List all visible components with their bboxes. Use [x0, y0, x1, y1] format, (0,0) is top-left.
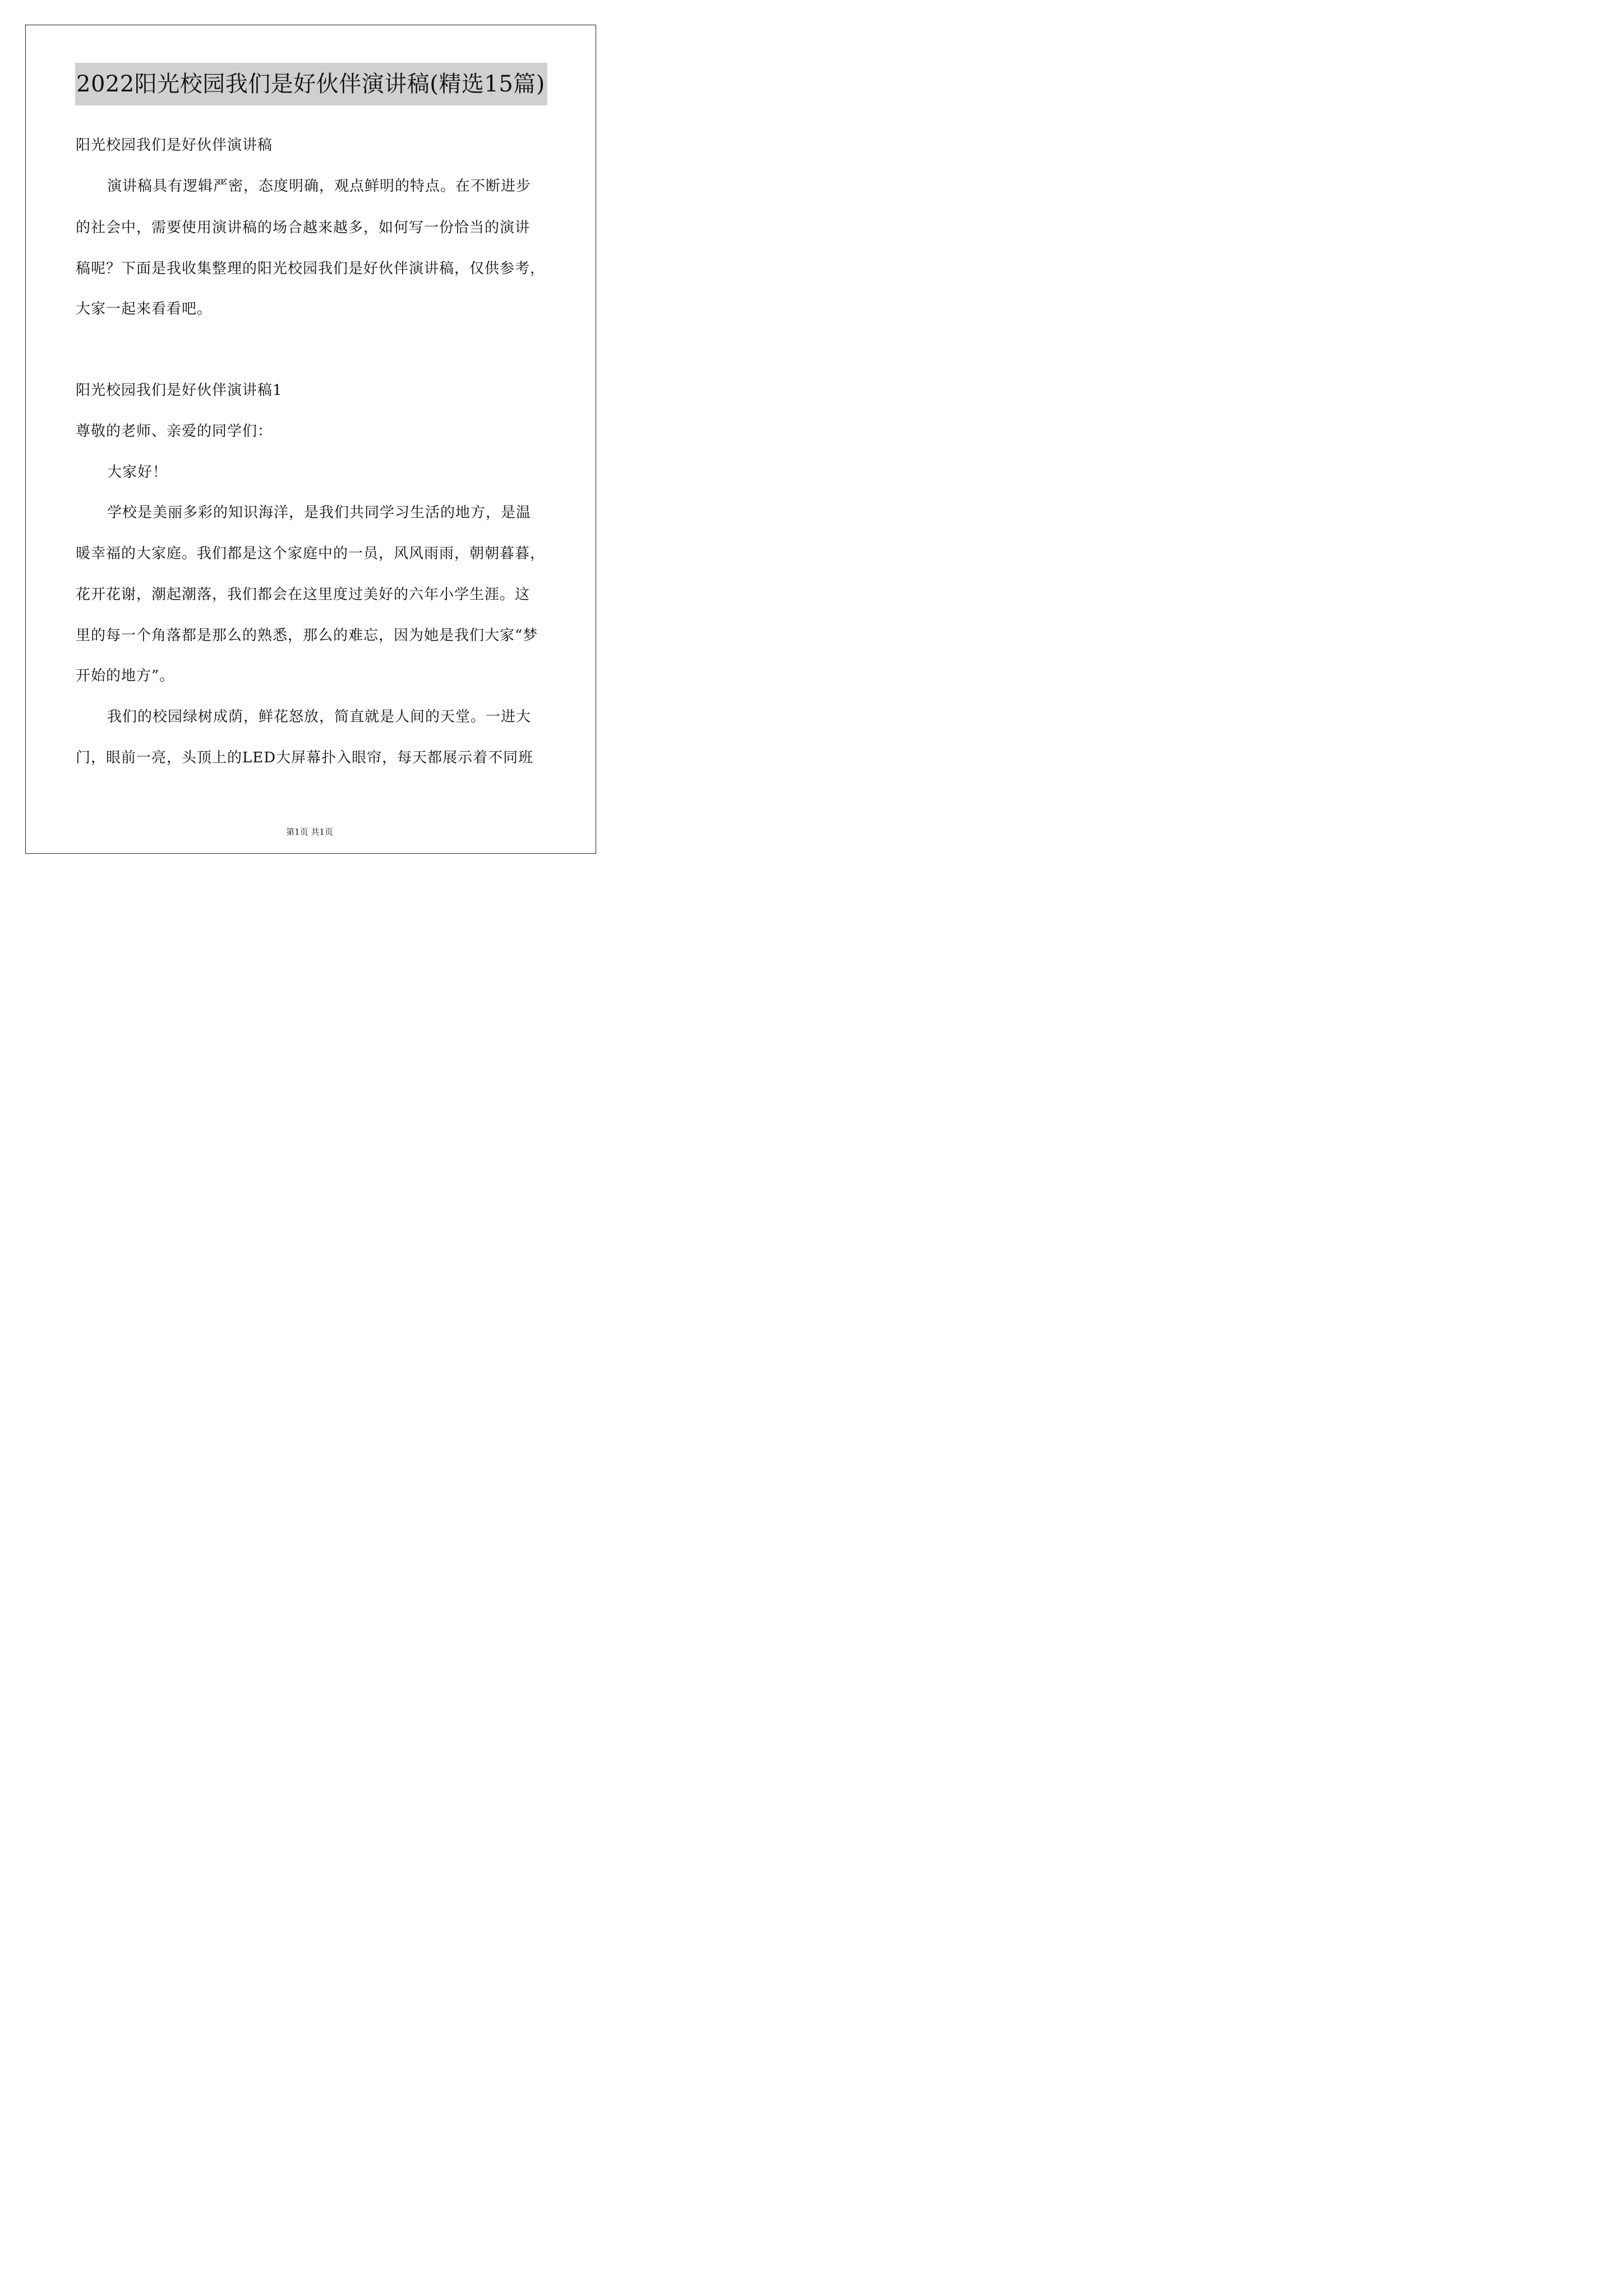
- paragraph-line: 的社会中，需要使用演讲稿的场合越来越多，如何写一份恰当的演讲: [76, 219, 531, 236]
- greeting-line: 大家好！: [107, 464, 168, 481]
- paragraph-line: 门，眼前一亮，头顶上的LED大屏幕扑入眼帘，每天都展示着不同班: [76, 749, 534, 766]
- paragraph-line: 学校是美丽多彩的知识海洋，是我们共同学习生活的地方，是温: [107, 504, 532, 521]
- paragraph-line: 开始的地方”。: [76, 668, 175, 684]
- page-number-footer: 第1页 共1页: [286, 827, 333, 837]
- salutation-line: 尊敬的老师、亲爱的同学们：: [76, 423, 273, 440]
- document-title: 2022阳光校园我们是好伙伴演讲稿(精选15篇): [75, 63, 547, 105]
- paragraph-line: 大家一起来看看吧。: [76, 301, 213, 318]
- paragraph-line: 我们的校园绿树成荫，鲜花怒放，简直就是人间的天堂。一进大: [107, 708, 532, 725]
- section-heading: 阳光校园我们是好伙伴演讲稿1: [76, 382, 283, 399]
- paragraph-line: 暖幸福的大家庭。我们都是这个家庭中的一员，风风雨雨，朝朝暮暮，: [76, 545, 546, 562]
- paragraph-line: 花开花谢，潮起潮落，我们都会在这里度过美好的六年小学生涯。这: [76, 586, 531, 603]
- paragraph-line: 里的每一个角落都是那么的熟悉，那么的难忘，因为她是我们大家“梦: [76, 627, 538, 644]
- paragraph-line: 稿呢？下面是我收集整理的阳光校园我们是好伙伴演讲稿，仅供参考，: [76, 260, 546, 277]
- paragraph-line: 演讲稿具有逻辑严密，态度明确，观点鲜明的特点。在不断进步: [107, 178, 532, 195]
- subtitle-line: 阳光校园我们是好伙伴演讲稿: [76, 137, 273, 154]
